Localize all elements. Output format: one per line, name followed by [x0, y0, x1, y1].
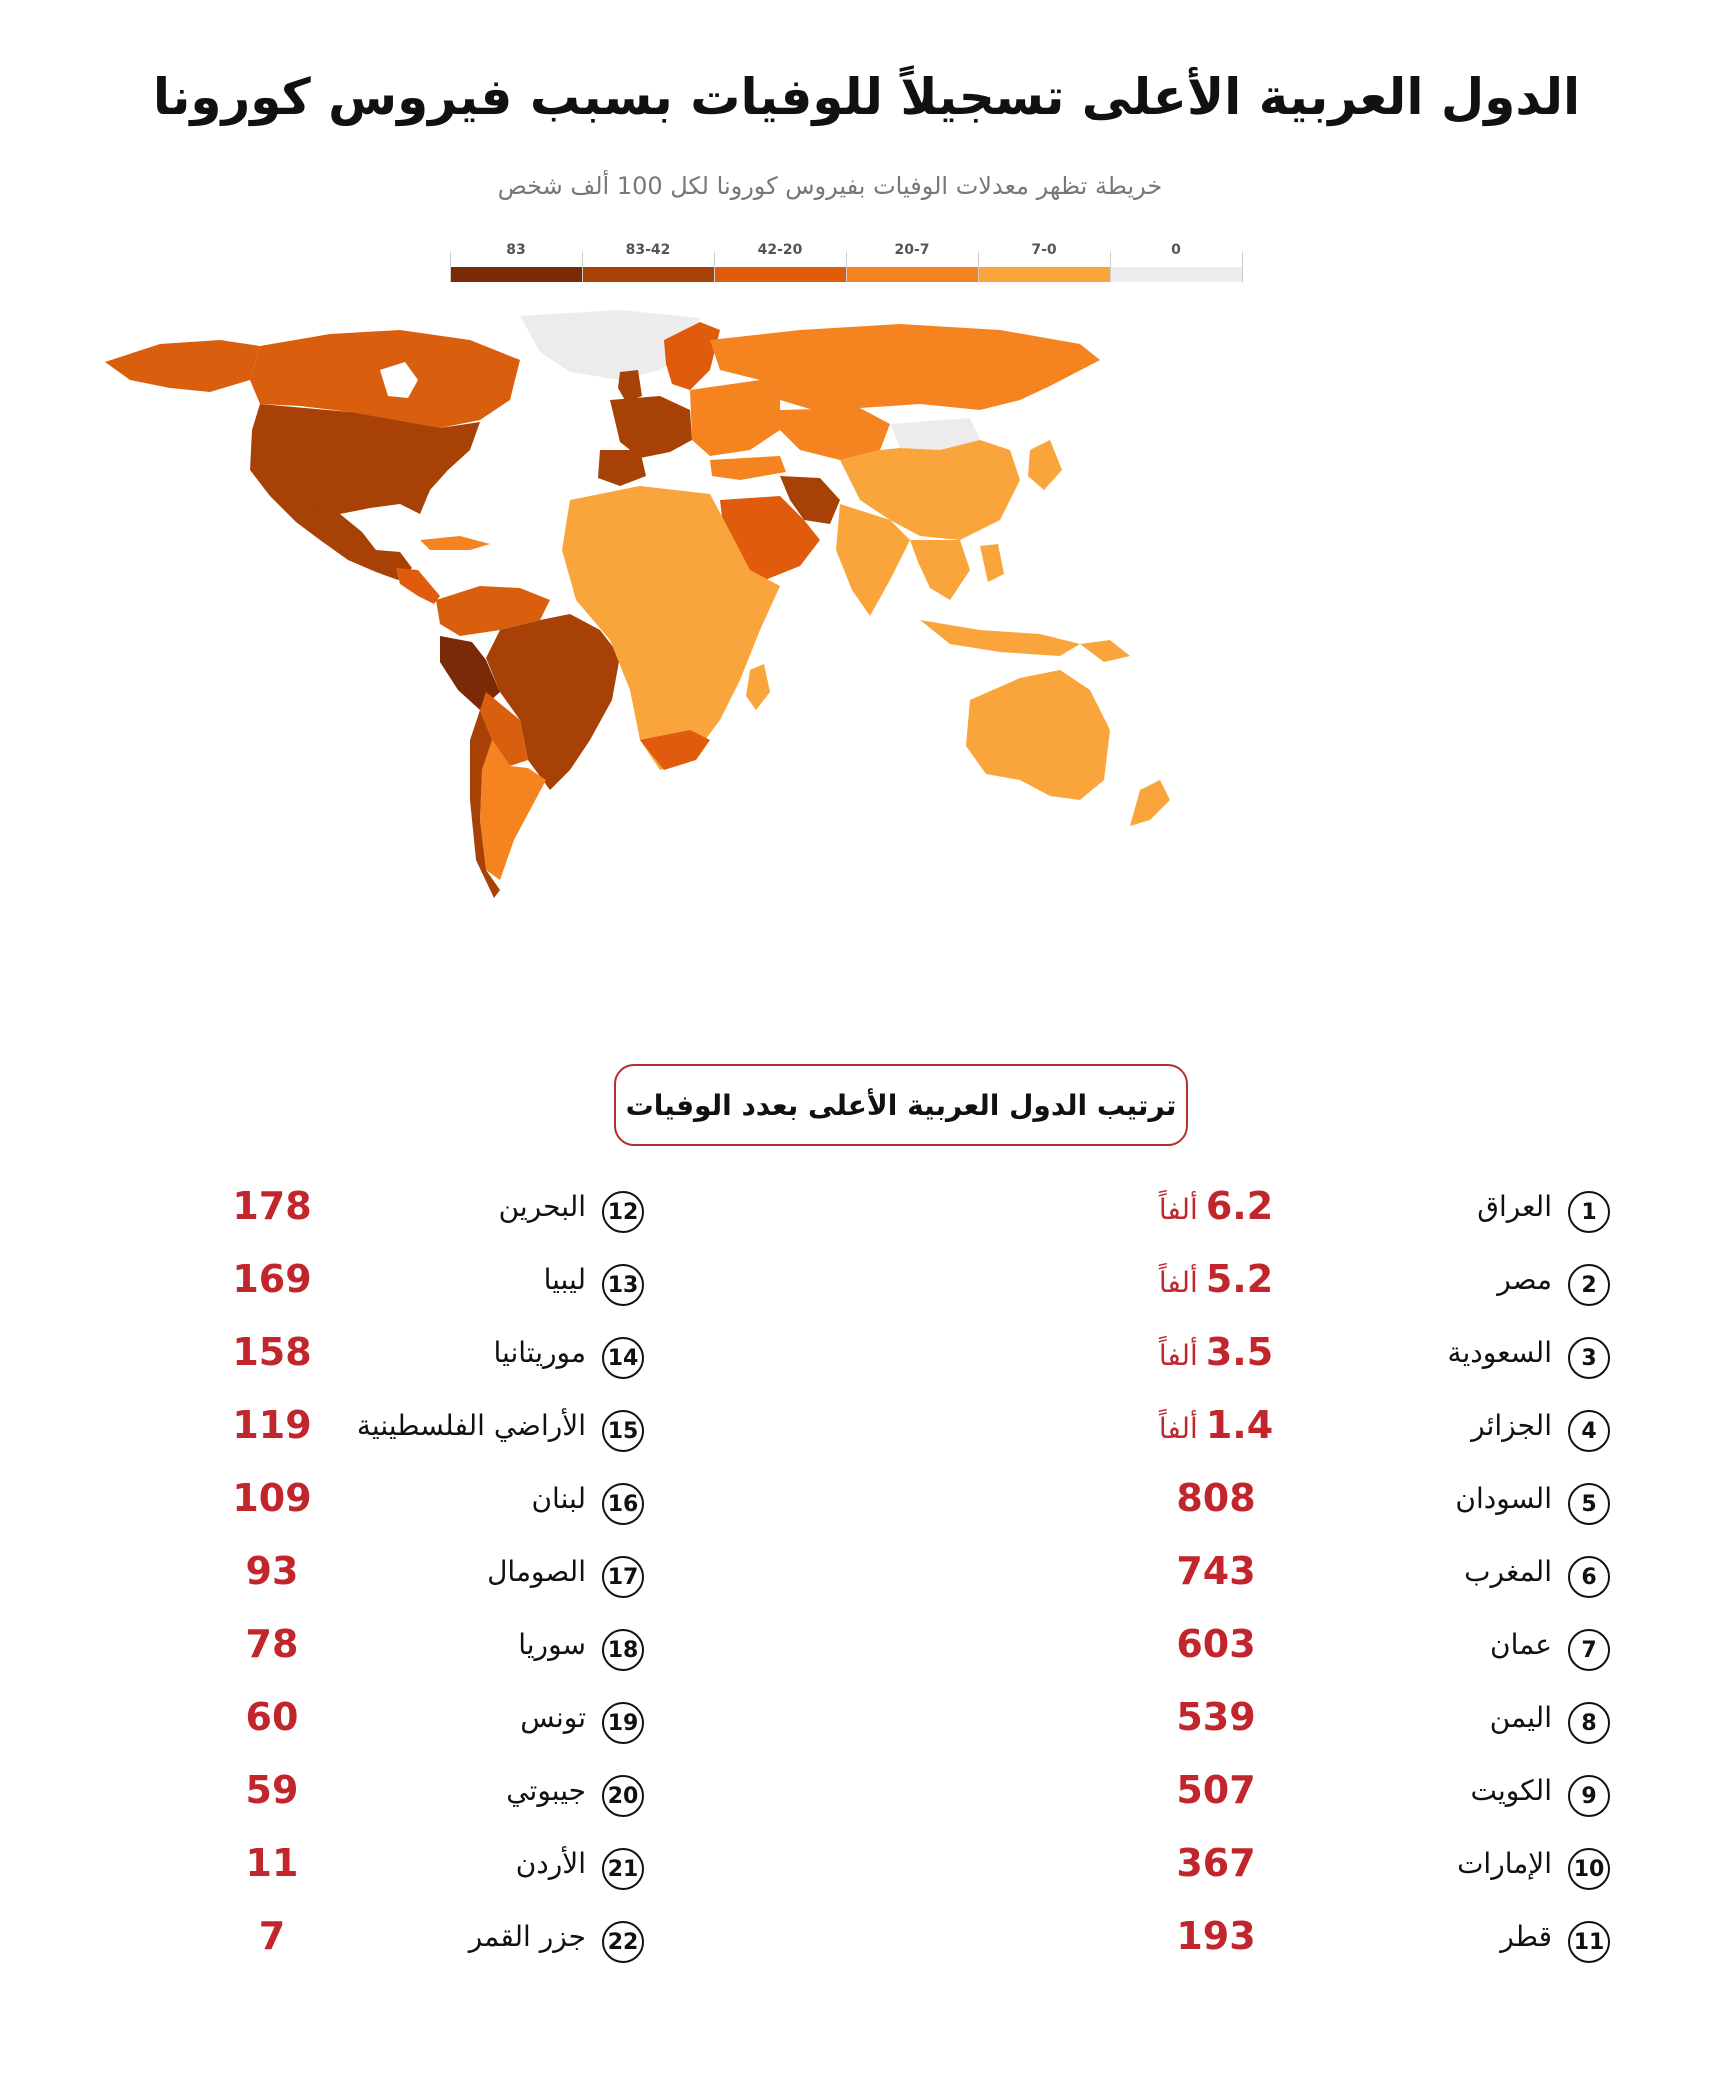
- map-region-philippines: [980, 544, 1004, 582]
- country-name: سوريا: [518, 1628, 586, 1661]
- thousand-unit: ألفاً: [1158, 1266, 1198, 1299]
- legend-swatch: [978, 267, 1110, 282]
- legend-item: [978, 234, 1110, 282]
- death-count-value: 603: [1176, 1622, 1256, 1666]
- rank-badge: 12: [602, 1191, 644, 1233]
- rank-badge: 16: [602, 1483, 644, 1525]
- legend-tick: [1242, 252, 1243, 282]
- country-name: السعودية: [1447, 1336, 1552, 1369]
- death-count: [152, 1549, 392, 1593]
- country-row: [0, 1255, 1733, 1315]
- rank-badge: 3: [1568, 1337, 1610, 1379]
- rank-badge: 13: [602, 1264, 644, 1306]
- rank-badge: 15: [602, 1410, 644, 1452]
- death-count: [152, 1695, 392, 1739]
- death-count-value: 59: [245, 1768, 299, 1812]
- death-count-value: 119: [232, 1403, 312, 1447]
- legend-tick: [582, 252, 583, 282]
- map-region-turkey: [710, 456, 786, 480]
- world-map: [100, 300, 1400, 1060]
- rank-badge: 4: [1568, 1410, 1610, 1452]
- country-row: [0, 1547, 1733, 1607]
- country-row: [0, 1474, 1733, 1534]
- rank-badge: 18: [602, 1629, 644, 1671]
- country-name: جيبوتي: [506, 1774, 586, 1807]
- country-row: [0, 1693, 1733, 1753]
- death-count-value: 169: [232, 1257, 312, 1301]
- map-region-western-europe: [610, 396, 692, 458]
- death-count: [152, 1403, 392, 1447]
- legend-item: [582, 234, 714, 282]
- map-region-caribbean: [420, 536, 490, 550]
- death-count-value: 507: [1176, 1768, 1256, 1812]
- rank-badge: 20: [602, 1775, 644, 1817]
- map-region-southeast-asia: [910, 540, 970, 600]
- country-name: جزر القمر: [468, 1920, 586, 1953]
- rank-badge: 21: [602, 1848, 644, 1890]
- legend-label: 83: [506, 242, 526, 258]
- thousand-unit: ألفاً: [1158, 1412, 1198, 1445]
- country-name: البحرين: [498, 1190, 586, 1223]
- map-region-new-zealand: [1130, 780, 1170, 826]
- country-name: تونس: [520, 1701, 586, 1734]
- death-count: [152, 1841, 392, 1885]
- map-region-iberia: [598, 450, 646, 486]
- death-count-value: 78: [245, 1622, 299, 1666]
- legend-swatch: [714, 267, 846, 282]
- death-count-value: 5.2: [1205, 1257, 1274, 1301]
- country-name: لبنان: [531, 1482, 586, 1515]
- map-region-australia: [966, 670, 1110, 800]
- country-name: مصر: [1497, 1263, 1552, 1296]
- legend-item: [1110, 234, 1242, 282]
- rank-badge: 5: [1568, 1483, 1610, 1525]
- map-region-japan: [1028, 440, 1062, 490]
- death-count-value: 7: [258, 1914, 286, 1958]
- ranking-title: ترتيب الدول العربية الأعلى بعدد الوفيات: [625, 1088, 1177, 1122]
- country-row: [0, 1401, 1733, 1461]
- legend-tick: [714, 252, 715, 282]
- death-count-value: 109: [232, 1476, 312, 1520]
- country-name: موريتانيا: [493, 1336, 586, 1369]
- rank-badge: 22: [602, 1921, 644, 1963]
- death-count-value: 539: [1176, 1695, 1256, 1739]
- rank-badge: 6: [1568, 1556, 1610, 1598]
- death-count-value: 6.2: [1205, 1184, 1274, 1228]
- map-region-alaska: [105, 340, 260, 392]
- death-count: [152, 1476, 392, 1520]
- rank-badge: 9: [1568, 1775, 1610, 1817]
- legend-label: 83-42: [625, 242, 671, 258]
- country-name: الإمارات: [1457, 1847, 1552, 1880]
- death-count-value: 158: [232, 1330, 312, 1374]
- death-count: [152, 1257, 392, 1301]
- country-name: الأراضي الفلسطينية: [356, 1409, 586, 1442]
- death-count: [152, 1914, 392, 1958]
- country-name: المغرب: [1464, 1555, 1552, 1588]
- death-count: [152, 1330, 392, 1374]
- country-name: قطر: [1500, 1920, 1552, 1953]
- country-name: الكويت: [1470, 1774, 1552, 1807]
- map-region-madagascar: [746, 664, 770, 710]
- legend-item: [450, 234, 582, 282]
- color-legend: [450, 234, 1250, 282]
- death-count-value: 11: [245, 1841, 299, 1885]
- legend-swatch: [1110, 267, 1242, 282]
- map-region-central-america: [396, 568, 440, 604]
- map-region-indonesia: [920, 620, 1080, 656]
- legend-label: 20-7: [894, 242, 930, 258]
- country-row: [0, 1328, 1733, 1388]
- rank-badge: 19: [602, 1702, 644, 1744]
- country-name: الأردن: [515, 1847, 586, 1880]
- death-count-value: 60: [245, 1695, 299, 1739]
- country-name: العراق: [1477, 1190, 1552, 1223]
- rank-badge: 8: [1568, 1702, 1610, 1744]
- map-subtitle: خريطة تظهر معدلات الوفيات بفيروس كورونا لكل 100 ألف شخص: [497, 172, 1163, 200]
- rank-badge: 10: [1568, 1848, 1610, 1890]
- country-name: الصومال: [487, 1555, 586, 1588]
- country-row: [0, 1839, 1733, 1899]
- death-count-value: 1.4: [1205, 1403, 1274, 1447]
- legend-tick: [450, 252, 451, 282]
- country-name: السودان: [1455, 1482, 1552, 1515]
- rank-badge: 2: [1568, 1264, 1610, 1306]
- map-region-eastern-europe: [690, 380, 780, 456]
- page-title: الدول العربية الأعلى تسجيلاً للوفيات بسبب فيروس كورونا: [152, 68, 1581, 126]
- country-row: [0, 1620, 1733, 1680]
- death-count: [152, 1768, 392, 1812]
- legend-tick: [978, 252, 979, 282]
- legend-swatch: [582, 267, 714, 282]
- legend-label: 0: [1171, 242, 1181, 258]
- legend-tick: [1110, 252, 1111, 282]
- rank-badge: 17: [602, 1556, 644, 1598]
- death-count-value: 178: [232, 1184, 312, 1228]
- rank-badge: 7: [1568, 1629, 1610, 1671]
- map-region-uk: [618, 370, 642, 402]
- legend-item: [846, 234, 978, 282]
- country-name: عمان: [1490, 1628, 1552, 1661]
- legend-swatch: [846, 267, 978, 282]
- death-count-value: 93: [245, 1549, 299, 1593]
- death-count-value: 367: [1176, 1841, 1256, 1885]
- map-region-papua: [1080, 640, 1130, 662]
- death-count-value: 3.5: [1205, 1330, 1274, 1374]
- thousand-unit: ألفاً: [1158, 1193, 1198, 1226]
- death-count-value: 808: [1176, 1476, 1256, 1520]
- death-count-value: 193: [1176, 1914, 1256, 1958]
- thousand-unit: ألفاً: [1158, 1339, 1198, 1372]
- death-count: [152, 1622, 392, 1666]
- country-name: اليمن: [1489, 1701, 1552, 1734]
- country-name: الجزائر: [1471, 1409, 1552, 1442]
- legend-label: 42-20: [757, 242, 803, 258]
- legend-label: 7-0: [1031, 242, 1057, 258]
- country-row: [0, 1182, 1733, 1242]
- country-row: [0, 1766, 1733, 1826]
- legend-tick: [846, 252, 847, 282]
- country-name: ليبيا: [543, 1263, 586, 1296]
- death-count: [152, 1184, 392, 1228]
- rank-badge: 14: [602, 1337, 644, 1379]
- rank-badge: 1: [1568, 1191, 1610, 1233]
- ranking-title-box: [614, 1064, 1188, 1146]
- death-count-value: 743: [1176, 1549, 1256, 1593]
- legend-item: [714, 234, 846, 282]
- legend-swatch: [450, 267, 582, 282]
- country-row: [0, 1912, 1733, 1972]
- rank-badge: 11: [1568, 1921, 1610, 1963]
